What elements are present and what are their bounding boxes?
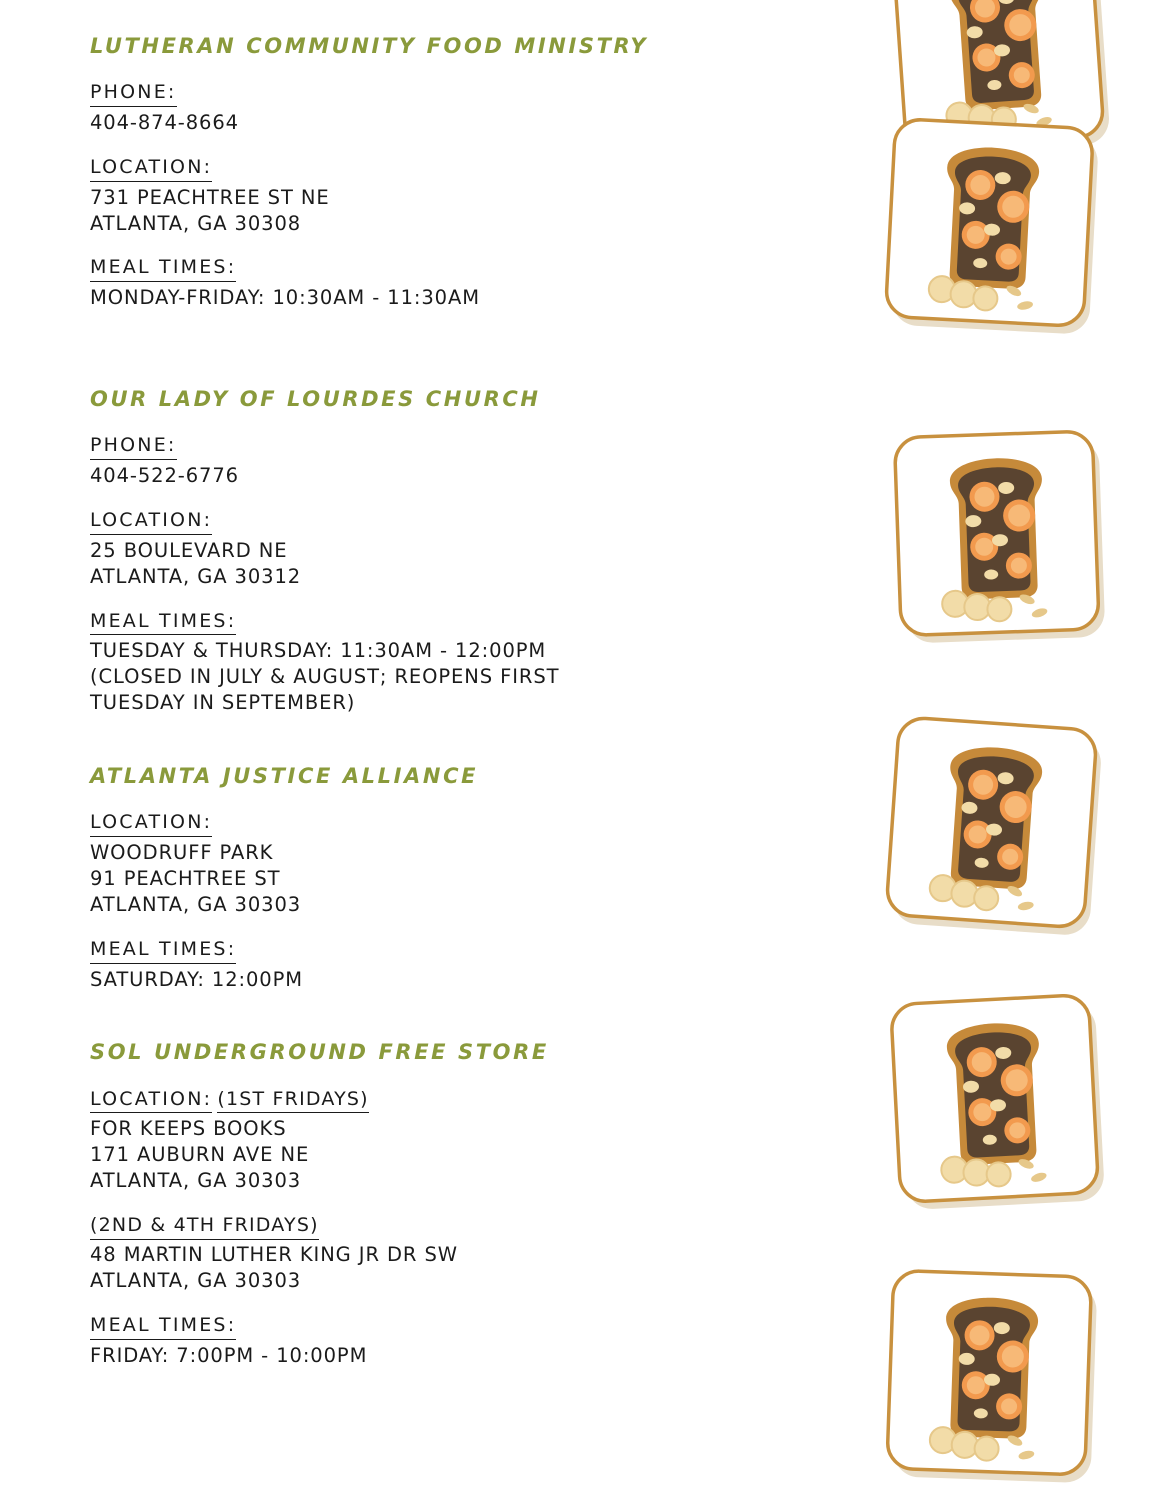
- field-meal-times: [90, 256, 820, 311]
- field-location: [90, 509, 820, 590]
- organization-entry: [90, 387, 820, 716]
- field-meal-times: [90, 610, 820, 717]
- field-line: TUESDAY IN SEPTEMBER): [90, 691, 356, 715]
- field-value: [90, 538, 820, 590]
- field-value: [90, 463, 820, 489]
- illustration-column: [868, 0, 1138, 1500]
- organization-entry: [90, 34, 820, 311]
- orange-toast-illustration: [878, 110, 1118, 350]
- field-line: 171 AUBURN AVE NE: [90, 1143, 310, 1167]
- organization-entry: [90, 1040, 820, 1368]
- field-label: LOCATION:: [90, 811, 212, 837]
- orange-toast-illustration: [886, 420, 1126, 660]
- field-line: 48 MARTIN LUTHER KING JR DR SW: [90, 1242, 458, 1266]
- field-value: [90, 1116, 820, 1194]
- field-line: FOR KEEPS BOOKS: [90, 1117, 287, 1141]
- orange-toast-illustration: [878, 1260, 1118, 1500]
- field-location: [90, 156, 820, 237]
- field-sub-label: (1ST FRIDAYS): [217, 1088, 368, 1114]
- field-label: MEAL TIMES:: [90, 938, 236, 964]
- field-line: ATLANTA, GA 30312: [90, 564, 302, 588]
- field-label: PHONE:: [90, 81, 177, 107]
- field-line: 404-874-8664: [90, 110, 239, 134]
- field-label: LOCATION:: [90, 1088, 212, 1114]
- field-meal-times: [90, 938, 820, 993]
- field-line: WOODRUFF PARK: [90, 841, 274, 865]
- field-line: (CLOSED IN JULY & AUGUST; REOPENS FIRST: [90, 665, 560, 689]
- field-value: [90, 185, 820, 237]
- organization-title: LUTHERAN COMMUNITY FOOD MINISTRY: [90, 34, 649, 58]
- field-line: 731 PEACHTREE ST NE: [90, 185, 330, 209]
- field-line: ATLANTA, GA 30303: [90, 1268, 302, 1292]
- field-line: ATLANTA, GA 30308: [90, 211, 302, 235]
- field-location: [90, 811, 820, 918]
- organization-title: ATLANTA JUSTICE ALLIANCE: [90, 764, 479, 789]
- field-value: [90, 1242, 820, 1294]
- field-meal-times: [90, 1314, 820, 1369]
- organization-entry: [90, 764, 820, 992]
- spacer: [90, 359, 820, 387]
- field-value: [90, 110, 820, 136]
- field-sub-label: (2ND & 4TH FRIDAYS): [90, 1214, 319, 1240]
- field-value: [90, 840, 820, 918]
- field-value: [90, 1343, 820, 1369]
- field-value: [90, 285, 820, 311]
- field-line: TUESDAY & THURSDAY: 11:30AM - 12:00PM: [90, 639, 547, 663]
- organization-title: SOL UNDERGROUND FREE STORE: [90, 1040, 549, 1065]
- field-line: 25 BOULEVARD NE: [90, 538, 288, 562]
- field-label: LOCATION:: [90, 509, 212, 535]
- field-label: MEAL TIMES:: [90, 610, 236, 636]
- field-value: [90, 967, 820, 993]
- orange-toast-illustration: [884, 985, 1124, 1225]
- field-label: PHONE:: [90, 434, 177, 460]
- field-line: MONDAY-FRIDAY: 10:30AM - 11:30AM: [90, 286, 480, 310]
- field-line: 404-522-6776: [90, 464, 239, 488]
- field-value: [90, 638, 820, 716]
- field-line: ATLANTA, GA 30303: [90, 892, 302, 916]
- field-label: LOCATION:: [90, 156, 212, 182]
- field-line: ATLANTA, GA 30303: [90, 1169, 302, 1193]
- field-line: SATURDAY: 12:00PM: [90, 967, 303, 991]
- field-line: FRIDAY: 7:00PM - 10:00PM: [90, 1343, 368, 1367]
- field-label: MEAL TIMES:: [90, 256, 236, 282]
- field-location-first-fridays: [90, 1088, 820, 1195]
- organization-title: OUR LADY OF LOURDES CHURCH: [90, 387, 541, 412]
- field-label: MEAL TIMES:: [90, 1314, 236, 1340]
- field-phone: [90, 81, 820, 136]
- orange-toast-illustration: [880, 710, 1120, 950]
- field-line: 91 PEACHTREE ST: [90, 866, 281, 890]
- field-location-other-fridays: [90, 1214, 820, 1294]
- resource-list: [90, 34, 820, 1416]
- field-phone: [90, 434, 820, 489]
